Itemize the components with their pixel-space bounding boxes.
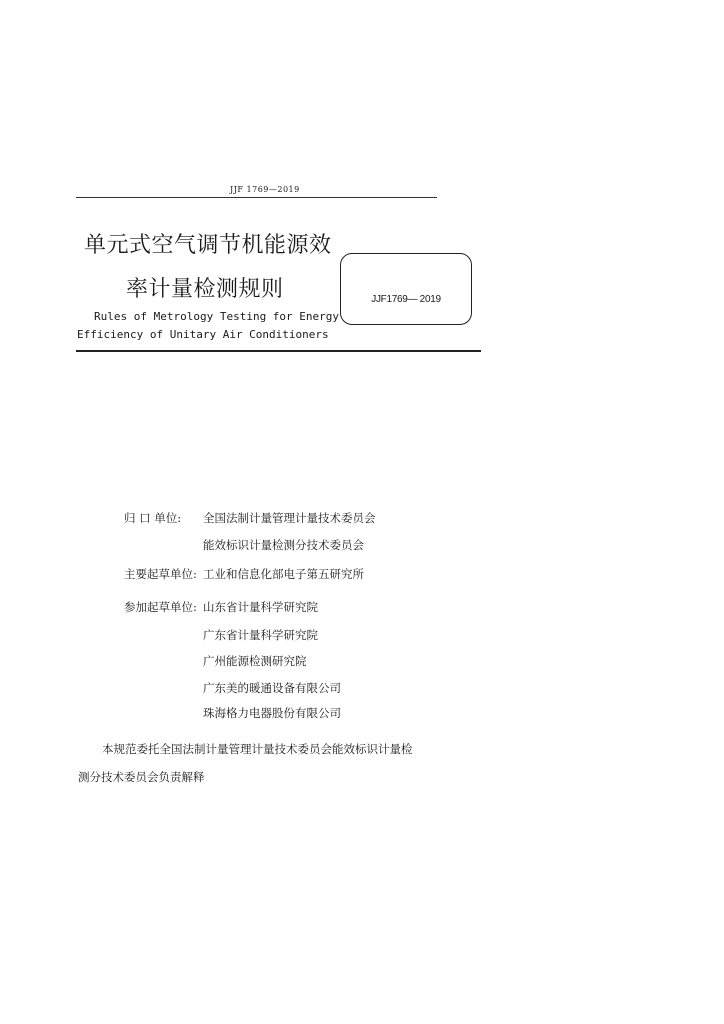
centralized-unit-value-2: 能效标识计量检测分技术委员会 [203,538,364,552]
title-english-line-1: Rules of Metrology Testing for Energy [94,310,340,323]
centralized-unit-value-1: 全国法制计量管理计量技术委员会 [203,511,376,525]
participant-5: 珠海格力电器股份有限公司 [203,706,341,720]
interpretation-line-1: 本规范委托全国法制计量管理计量技术委员会能效标识计量检 [102,742,413,756]
title-rule [76,350,481,352]
title-english-line-2: Efficiency of Unitary Air Conditioners [77,328,329,341]
main-drafter-value: 工业和信息化部电子第五研究所 [203,567,364,581]
standard-code-box [340,253,472,325]
standard-code-box-text: JJF1769— 2019 [371,294,441,305]
title-chinese-line-1: 单元式空气调节机能源效 [84,233,332,258]
main-drafter-label: 主要起草单位: [124,567,197,581]
centralized-unit-label: 归 口 单位: [124,511,182,525]
header-rule [76,197,437,198]
title-chinese-line-2: 率计量检测规则 [126,277,284,302]
participant-3: 广州能源检测研究院 [203,654,307,668]
participant-4: 广东美的暖通设备有限公司 [203,681,341,695]
participant-1: 山东省计量科学研究院 [203,600,318,614]
header-standard-code: JJF 1769—2019 [230,185,300,194]
interpretation-line-2: 测分技术委员会负责解释 [78,770,205,784]
participants-label: 参加起草单位: [124,600,197,614]
participant-2: 广东省计量科学研究院 [203,628,318,642]
